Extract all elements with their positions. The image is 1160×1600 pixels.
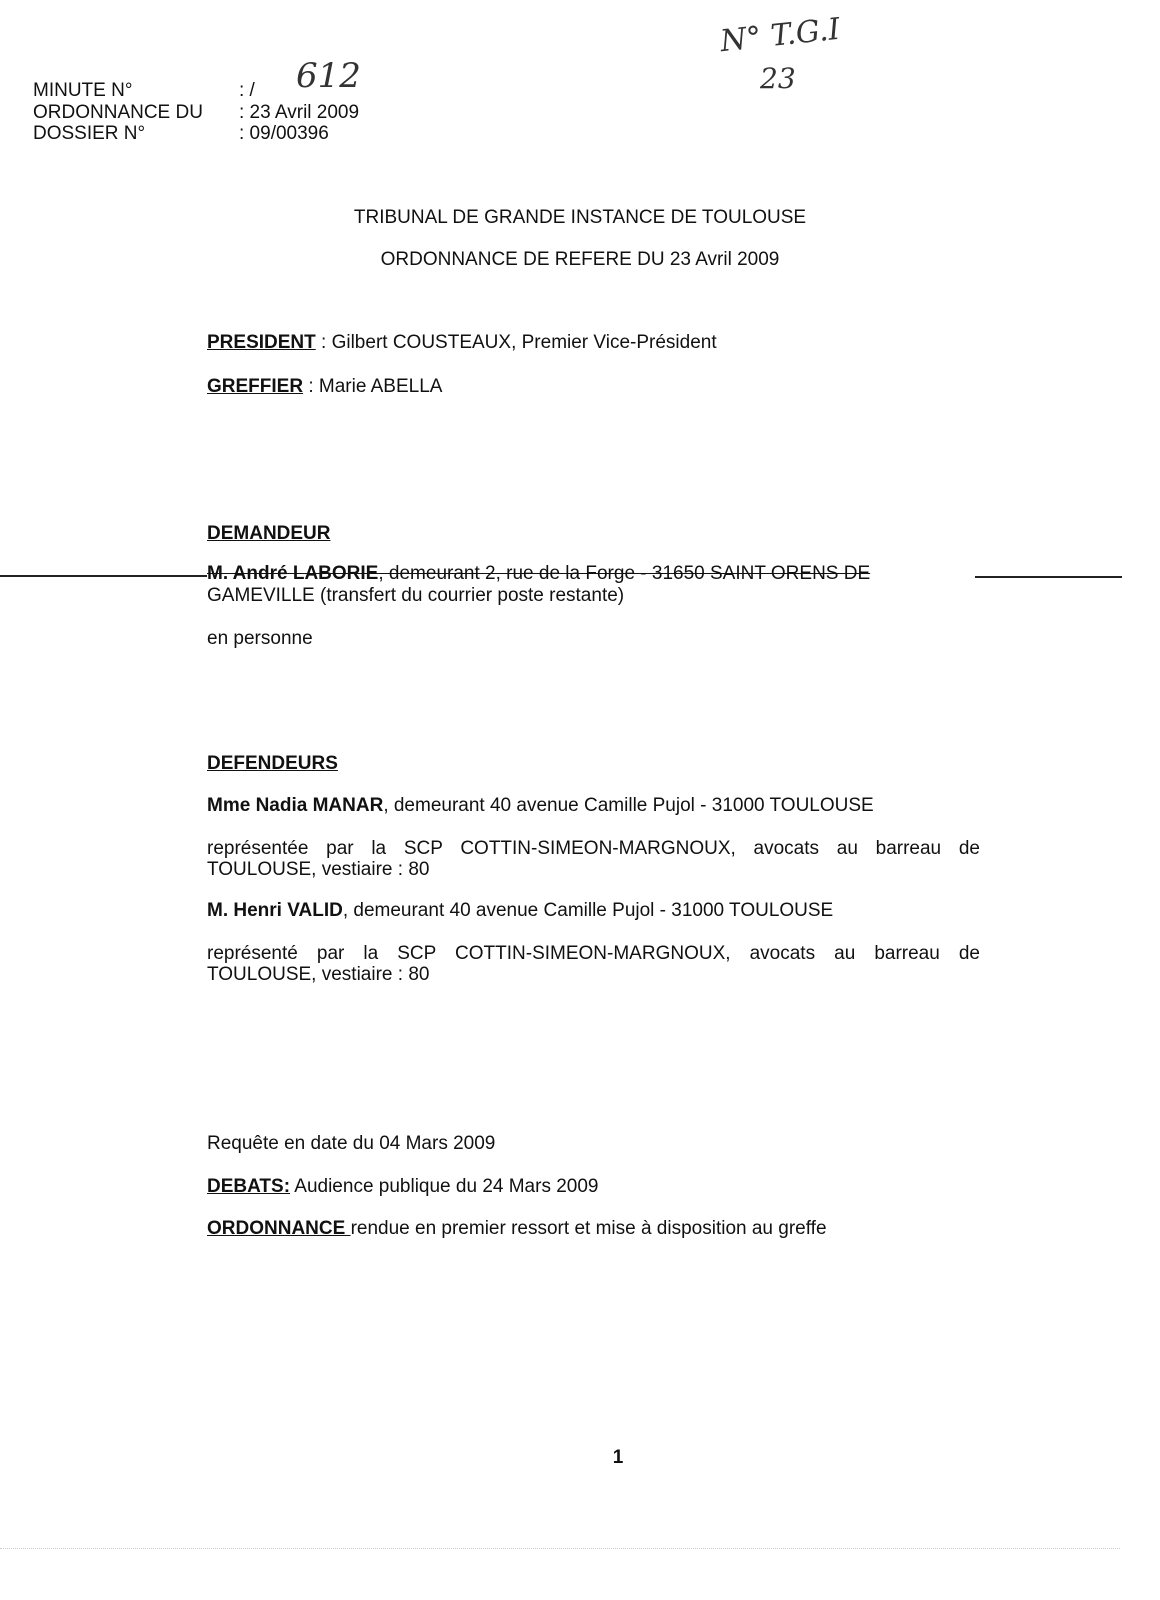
strikethrough-right bbox=[975, 576, 1122, 578]
demandeur-address: , demeurant 2, rue de la Forge - 31650 SAINT ORENS DE bbox=[378, 563, 871, 584]
defendeur-2-representation: représenté par la SCP COTTIN-SIMEON-MARGNOUX, avocats au barreau de TOULOUSE, vestiaire : 80 bbox=[207, 943, 980, 985]
ordonnance-title: ORDONNANCE DE REFERE DU 23 Avril 2009 bbox=[380, 249, 780, 270]
demandeur-name: M. André LABORIE bbox=[207, 563, 379, 584]
demandeur-address-line2: GAMEVILLE (transfert du courrier poste restante) bbox=[207, 585, 625, 606]
court-title: TRIBUNAL DE GRANDE INSTANCE DE TOULOUSE bbox=[353, 207, 807, 228]
ordonnance-date-line bbox=[33, 102, 359, 123]
defendeur-1 bbox=[207, 795, 980, 817]
defendeur-2 bbox=[207, 900, 980, 922]
handwritten-note-line1: N° T.G.I bbox=[718, 11, 842, 60]
defendeur-address: , demeurant 40 avenue Camille Pujol - 31000 TOULOUSE bbox=[342, 900, 834, 921]
minute-handwritten-number: 612 bbox=[296, 56, 361, 96]
greffier-line bbox=[207, 376, 980, 398]
debats-label: DEBATS: bbox=[207, 1176, 291, 1197]
demandeur-heading bbox=[207, 523, 980, 545]
defendeurs-heading bbox=[207, 753, 980, 775]
president-line bbox=[207, 332, 980, 354]
defendeur-address: , demeurant 40 avenue Camille Pujol - 31000 TOULOUSE bbox=[383, 795, 874, 816]
greffier-value: : Marie ABELLA bbox=[303, 376, 443, 397]
strikethrough-left bbox=[0, 575, 207, 577]
defendeur-1-representation: représentée par la SCP COTTIN-SIMEON-MARGNOUX, avocats au barreau de TOULOUSE, vestiaire : 80 bbox=[207, 838, 980, 880]
ordonnance-value: : 23 Avril 2009 bbox=[239, 102, 360, 123]
requete-line: Requête en date du 04 Mars 2009 bbox=[207, 1133, 496, 1154]
ordonnance-label-text: ORDONNANCE bbox=[207, 1218, 351, 1239]
defendeurs-heading-text: DEFENDEURS bbox=[207, 753, 338, 774]
debats-value: Audience publique du 24 Mars 2009 bbox=[290, 1176, 599, 1197]
dossier-line bbox=[33, 123, 329, 144]
minute-label: MINUTE N° bbox=[33, 80, 133, 101]
demandeur-heading-text: DEMANDEUR bbox=[207, 523, 331, 544]
defendeur-name: Mme Nadia MANAR bbox=[207, 795, 384, 816]
president-label: PRESIDENT bbox=[207, 332, 316, 353]
ordonnance-line bbox=[207, 1218, 980, 1240]
handwritten-note-line2: 23 bbox=[760, 62, 796, 95]
defendeur-name: M. Henri VALID bbox=[207, 900, 343, 921]
dossier-value: : 09/00396 bbox=[239, 123, 329, 144]
minute-value: : / bbox=[239, 80, 255, 101]
demandeur-party bbox=[207, 563, 980, 585]
page-number: 1 bbox=[612, 1447, 624, 1468]
scan-artifact-line bbox=[0, 1548, 1120, 1549]
minute-line bbox=[33, 80, 255, 101]
demandeur-presence: en personne bbox=[207, 628, 313, 649]
president-value: : Gilbert COUSTEAUX, Premier Vice-Président bbox=[315, 332, 717, 353]
greffier-label: GREFFIER bbox=[207, 376, 304, 397]
debats-line bbox=[207, 1176, 980, 1198]
ordonnance-label: ORDONNANCE DU bbox=[33, 102, 203, 123]
dossier-label: DOSSIER N° bbox=[33, 123, 146, 144]
ordonnance-value-text: rendue en premier ressort et mise à disposition au greffe bbox=[350, 1218, 827, 1239]
